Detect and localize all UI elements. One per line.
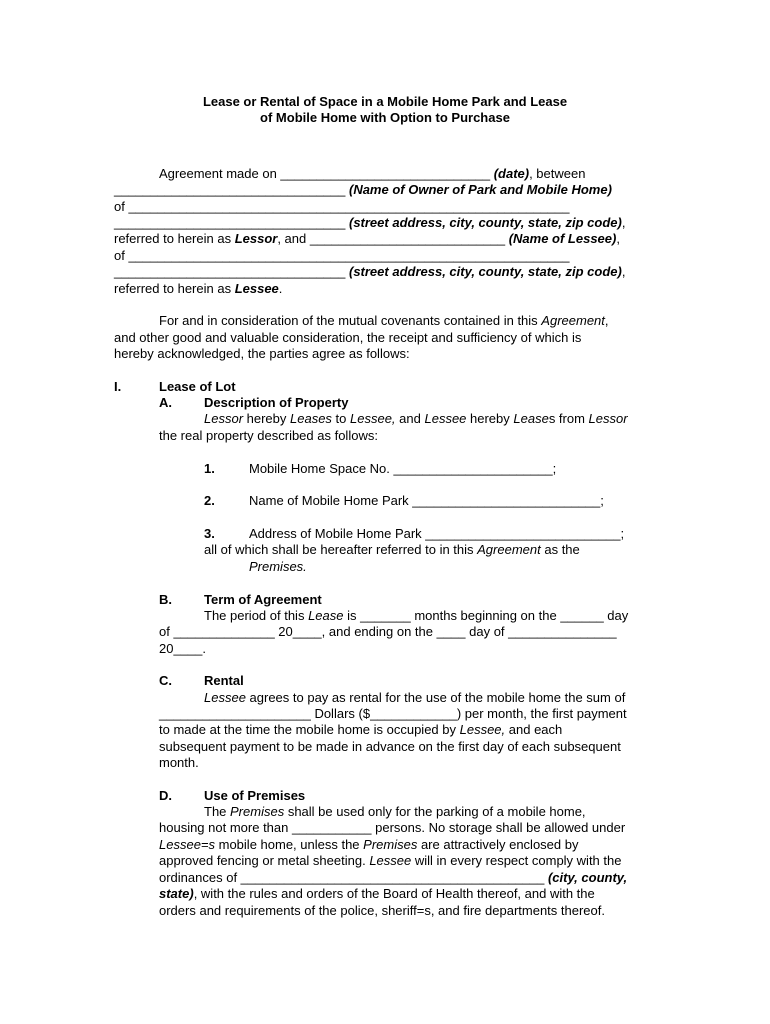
body-text: , with the rules and orders of the Board of Health thereof, and with the	[193, 886, 595, 901]
body-text: The period of this	[204, 608, 309, 623]
term: Lessor	[204, 411, 244, 426]
body-text: as the	[540, 542, 580, 557]
intro-text: , and ___________________________	[277, 231, 509, 246]
body-text: all of which shall be hereafter referred to in this	[204, 542, 478, 557]
subsection-d-line-7: orders and requirements of the police, sheriff=s, and fire departments thereof.	[159, 903, 605, 918]
subsection-b-heading: Term of Agreement	[204, 592, 322, 607]
subsection-c-line-2: _____________________ Dollars ($____________) per month, the first payment	[159, 706, 627, 721]
subsection-c-line-1	[204, 690, 625, 706]
body-text: to	[331, 411, 351, 426]
lessee-term: Lessee	[234, 281, 279, 296]
term: Lessee,	[459, 722, 506, 737]
document-title-line-2: of Mobile Home with Option to Purchase	[260, 110, 510, 125]
term: Premises	[230, 804, 285, 819]
intro-text: ,	[616, 231, 620, 246]
subsection-b-line-1	[204, 608, 628, 624]
item-3-number: 3.	[204, 526, 215, 541]
lessor-term: Lessor	[234, 231, 278, 246]
address-label: (street address, city, county, state, zip code)	[348, 215, 622, 230]
term: Lessee	[369, 853, 412, 868]
intro-text: ________________________________	[114, 182, 349, 197]
body-text: hereby	[243, 411, 291, 426]
term: Lessee	[204, 690, 246, 705]
lessee-name-label: (Name of Lessee)	[508, 231, 617, 246]
body-text: For and in consideration of the mutual covenants contained in this	[159, 313, 542, 328]
subsection-c-letter: C.	[159, 673, 172, 688]
body-text: and	[395, 411, 425, 426]
intro-line-3: of _____________________________________________________________	[114, 199, 570, 214]
address-label: (street address, city, county, state, zip code)	[348, 264, 622, 279]
body-text: ,	[604, 313, 609, 328]
owner-name-label: (Name of Owner of Park and Mobile Home)	[348, 182, 612, 197]
body-text: approved fencing or metal sheeting.	[159, 853, 370, 868]
body-text: ordinances of __________________________________________	[159, 870, 548, 885]
intro-line-7	[114, 264, 625, 280]
subsection-a-line-2: the real property described as follows:	[159, 428, 378, 443]
consideration-line-1	[159, 313, 609, 329]
term: Lessee	[424, 411, 467, 426]
subsection-b-line-3: 20____.	[159, 641, 206, 656]
subsection-c-line-4: subsequent payment to be made in advance on the first day of each subsequent	[159, 739, 621, 754]
intro-line-5	[114, 231, 620, 247]
term: Lessee,	[350, 411, 396, 426]
body-text: agrees to pay as rental for the use of the mobile home the sum of	[245, 690, 626, 705]
intro-text: ________________________________	[114, 215, 349, 230]
intro-text: referred to herein as	[114, 281, 235, 296]
intro-text: , between	[529, 166, 586, 181]
intro-text: ________________________________	[114, 264, 349, 279]
term: Lessor	[588, 411, 628, 426]
intro-text: Agreement made on _____________________________	[159, 166, 494, 181]
body-text: to made at the time the mobile home is occupied by	[159, 722, 460, 737]
body-text: shall be used only for the parking of a mobile home,	[284, 804, 586, 819]
subsection-b-letter: B.	[159, 592, 172, 607]
subsection-d-letter: D.	[159, 788, 172, 803]
subsection-c-heading: Rental	[204, 673, 244, 688]
body-text: are attractively enclosed by	[417, 837, 579, 852]
body-text: hereby	[466, 411, 514, 426]
term: Leases	[290, 411, 332, 426]
intro-line-2	[114, 182, 612, 198]
term: Premises.	[249, 559, 307, 574]
subsection-d-line-3	[159, 837, 578, 853]
subsection-a-heading: Description of Property	[204, 395, 349, 410]
intro-line-6: of _____________________________________________________________	[114, 248, 570, 263]
item-1-number: 1.	[204, 461, 215, 476]
term: Lease	[308, 608, 344, 623]
subsection-c-line-5: month.	[159, 755, 199, 770]
subsection-d-line-6	[159, 886, 595, 902]
body-text: mobile home, unless the	[215, 837, 364, 852]
body-text: and each	[505, 722, 563, 737]
term: Agreement	[477, 542, 541, 557]
agreement-term: Agreement	[541, 313, 605, 328]
term: Premises	[363, 837, 418, 852]
item-2-number: 2.	[204, 493, 215, 508]
body-text: will in every respect comply with the	[411, 853, 622, 868]
subsection-a-letter: A.	[159, 395, 172, 410]
intro-line-4	[114, 215, 625, 231]
intro-text: referred to herein as	[114, 231, 235, 246]
item-2-text: Name of Mobile Home Park __________________________;	[249, 493, 604, 508]
section-1-heading: Lease of Lot	[159, 379, 236, 394]
document-title-line-1: Lease or Rental of Space in a Mobile Home Park and Lease	[202, 94, 568, 109]
intro-text: .	[278, 281, 283, 296]
consideration-line-2: and other good and valuable consideration, the receipt and sufficiency of which is	[114, 330, 582, 345]
term: Lessee=s	[159, 837, 216, 852]
subsection-a-after-line-1	[204, 542, 580, 558]
jurisdiction-label: state)	[159, 886, 194, 901]
intro-text: ,	[621, 264, 626, 279]
subsection-c-line-3	[159, 722, 562, 738]
body-text: The	[204, 804, 231, 819]
date-label: (date)	[493, 166, 530, 181]
subsection-d-line-1	[204, 804, 586, 820]
item-3-text: Address of Mobile Home Park ___________________________;	[249, 526, 625, 541]
body-text: s from	[548, 411, 589, 426]
section-1-number: I.	[114, 379, 122, 394]
body-text: is _______ months beginning on the ______ day	[343, 608, 629, 623]
subsection-d-line-4	[159, 853, 621, 869]
intro-line-8	[114, 281, 282, 297]
subsection-b-line-2: of ______________ 20____, and ending on the ____ day of _______________	[159, 624, 617, 639]
subsection-a-after-line-2	[249, 559, 307, 575]
item-1-text: Mobile Home Space No. ______________________;	[249, 461, 557, 476]
subsection-d-line-2: housing not more than ___________ persons. No storage shall be allowed under	[159, 820, 626, 835]
subsection-a-line-1	[204, 411, 628, 427]
term: Lease	[513, 411, 549, 426]
subsection-d-line-5	[159, 870, 627, 886]
jurisdiction-label: (city, county,	[547, 870, 628, 885]
intro-text: ,	[621, 215, 626, 230]
subsection-d-heading: Use of Premises	[204, 788, 306, 803]
consideration-line-3: hereby acknowledged, the parties agree as follows:	[114, 346, 410, 361]
intro-line-1	[159, 166, 585, 182]
